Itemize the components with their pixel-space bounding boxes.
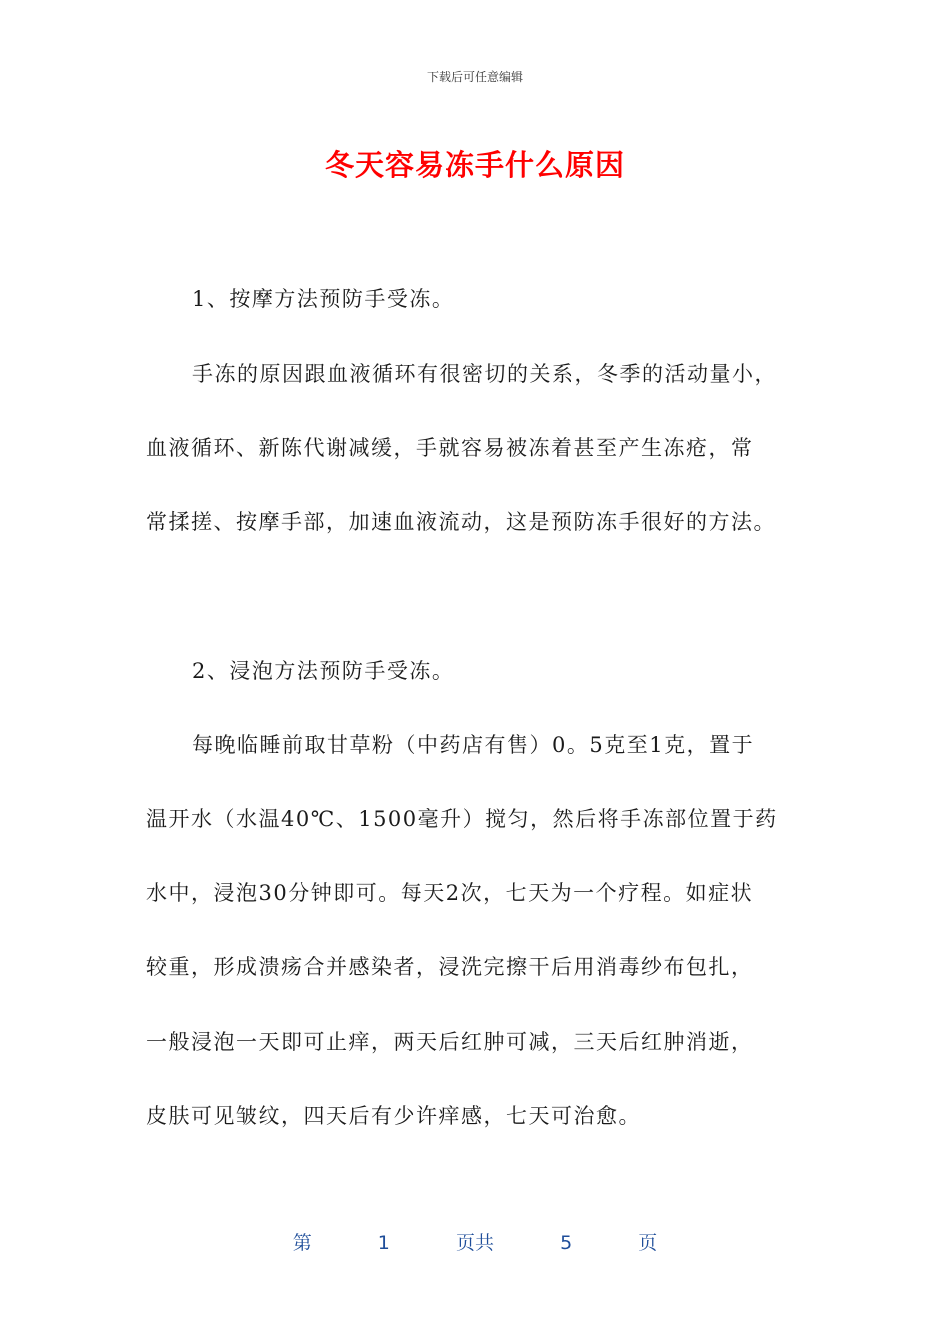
footer-total-pages: 5 <box>560 1232 573 1254</box>
footer-middle: 页共 <box>455 1232 494 1254</box>
page-footer <box>0 1228 950 1255</box>
section-2-line-3: 水中，浸泡30分钟即可。每天2次，七天为一个疗程。如症状 <box>146 881 754 905</box>
page-header-note: 下载后可任意编辑 <box>426 70 523 84</box>
footer-current-page: 1 <box>377 1232 390 1254</box>
footer-suffix: 页 <box>638 1232 658 1254</box>
section-2-heading: 2、浸泡方法预防手受冻。 <box>192 659 455 683</box>
section-1-heading: 1、按摩方法预防手受冻。 <box>192 287 455 311</box>
section-2-line-1: 每晚临睡前取甘草粉（中药店有售）0。5克至1克，置于 <box>192 733 755 757</box>
section-2-line-5: 一般浸泡一天即可止痒，两天后红肿可减，三天后红肿消逝， <box>146 1030 754 1054</box>
section-2-line-4: 较重，形成溃疡合并感染者，浸洗完擦干后用消毒纱布包扎， <box>146 955 754 979</box>
section-1-line-2: 血液循环、新陈代谢减缓，手就容易被冻着甚至产生冻疮，常 <box>146 436 754 460</box>
section-1-line-3: 常揉搓、按摩手部，加速血液流动，这是预防冻手很好的方法。 <box>146 510 776 534</box>
section-2-line-6: 皮肤可见皱纹，四天后有少许痒感，七天可治愈。 <box>146 1104 641 1128</box>
footer-prefix: 第 <box>292 1232 312 1254</box>
section-1-line-1: 手冻的原因跟血液循环有很密切的关系，冬季的活动量小， <box>192 362 777 386</box>
document-title: 冬天容易冻手什么原因 <box>324 148 625 182</box>
section-2-line-2: 温开水（水温40℃、1500毫升）搅匀，然后将手冻部位置于药 <box>146 807 778 831</box>
